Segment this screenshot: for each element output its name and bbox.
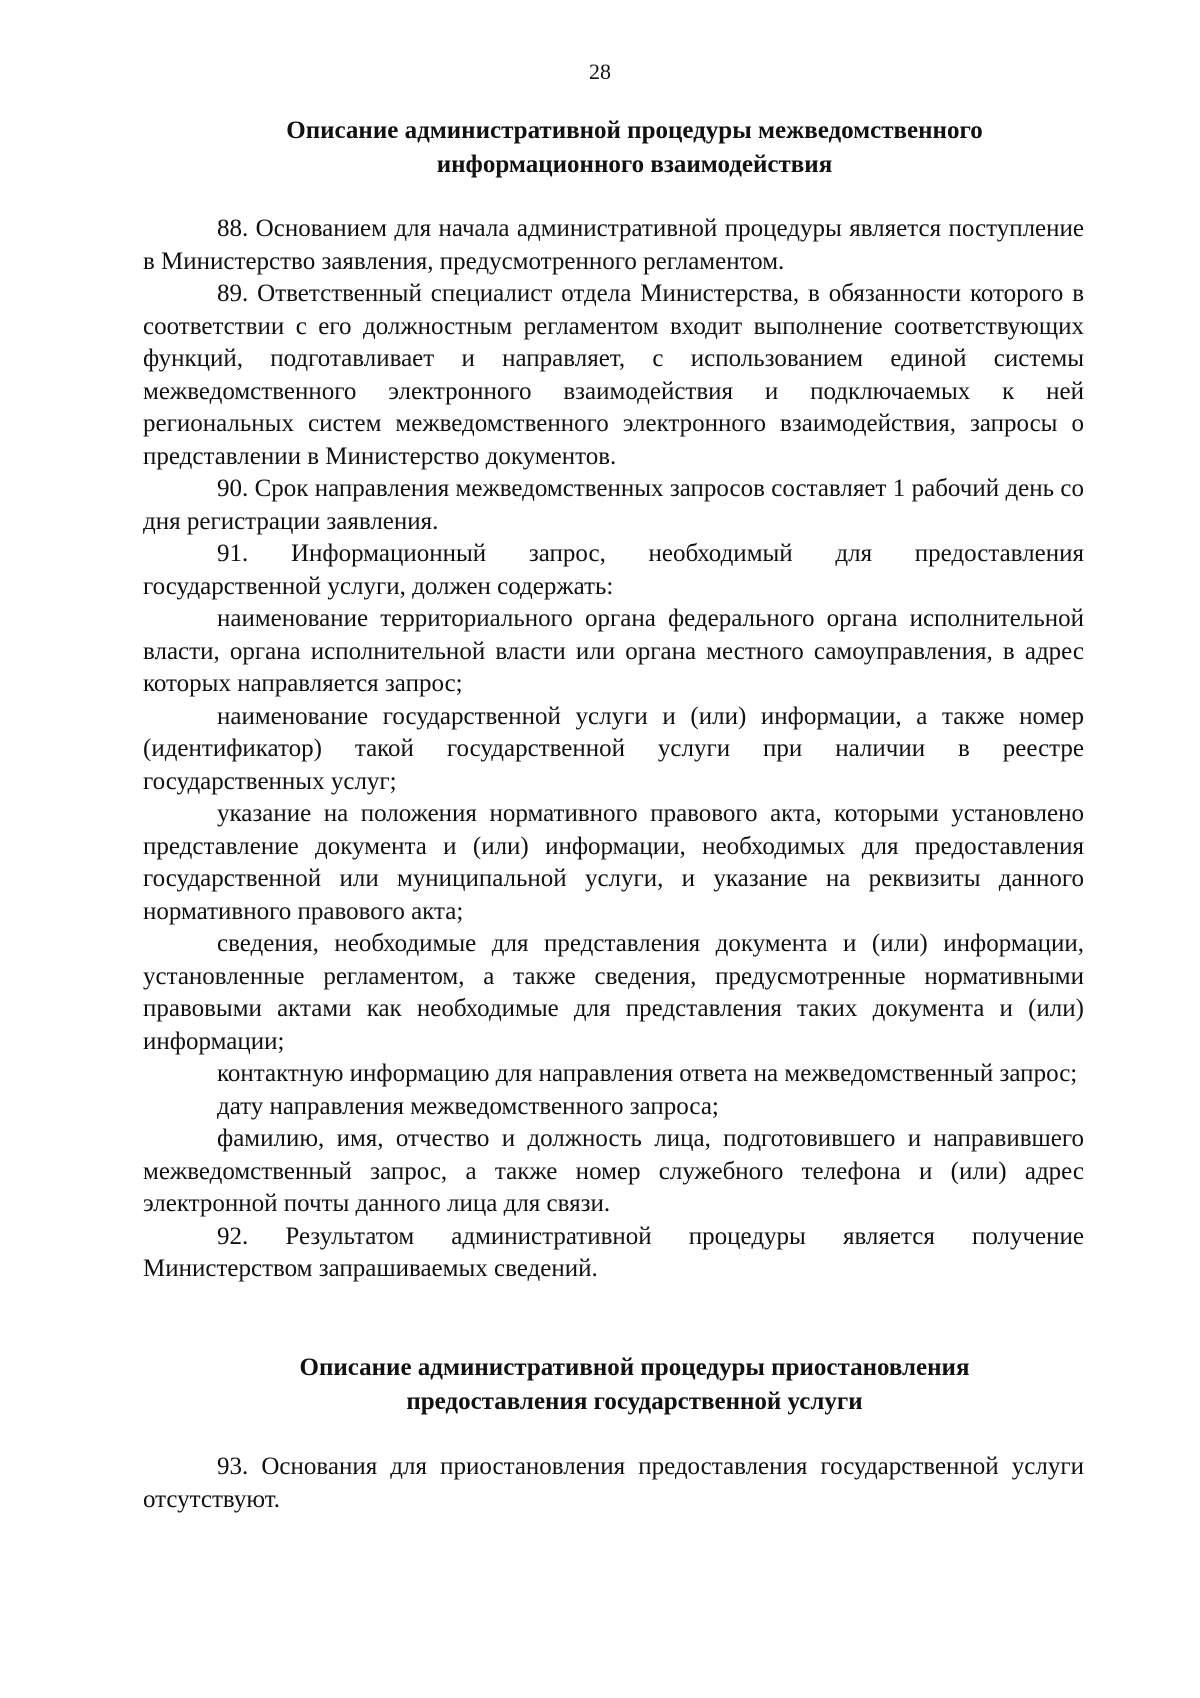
list-item-legal-act: указание на положения нормативного правового акта, которыми установлено представление документа и (или) информации, необходимых для предоставления государственной или муниципальной услуги, и указание на реквизиты данного нормативного правового акта; (143, 800, 1084, 925)
heading-line: информационного взаимодействия (436, 151, 833, 178)
heading-line: предоставления государственной услуги (406, 1388, 863, 1415)
list-item-request-date: дату направления межведомственного запроса; (217, 1092, 719, 1120)
section-body-suspension (143, 1451, 1084, 1516)
section-heading (143, 114, 1084, 182)
paragraph-91: 91. Информационный запрос, необходимый для предоставления государственной услуги, должен содержать: (143, 540, 1084, 600)
paragraph-90: 90. Срок направления межведомственных запросов составляет 1 рабочий день со дня регистрации заявления. (143, 475, 1084, 535)
heading-line: Описание административной процедуры межведомственного (286, 117, 983, 144)
list-item-contact-info: контактную информацию для направления ответа на межведомственный запрос; (217, 1060, 1078, 1087)
heading-line: Описание административной процедуры приостановления (299, 1354, 970, 1381)
paragraph-93: 93. Основания для приостановления предоставления государственной услуги отсутствуют. (143, 1453, 1084, 1513)
section-heading (143, 1351, 1084, 1419)
paragraph-88: 88. Основанием для начала административной процедуры является поступление в Министерство заявления, предусмотренного регламентом. (143, 215, 1084, 275)
list-item-service-name: наименование государственной услуги и (или) информации, а также номер (идентификатор) такой государственной услуги при наличии в реестре государственных услуг; (143, 702, 1084, 795)
section-body-interagency-interaction (143, 213, 1084, 1286)
section-heading-suspension (143, 1351, 1084, 1419)
page-number: 28 (589, 59, 611, 84)
list-item-authority-name: наименование территориального органа федерального органа исполнительной власти, органа исполнительной власти или органа местного самоуправления, в адрес которых направляется запрос; (143, 605, 1084, 697)
section-heading-interagency-interaction (143, 114, 1084, 182)
list-item-required-info: сведения, необходимые для представления документа и (или) информации, установленные регламентом, а также сведения, предусмотренные нормативными правовыми актами как необходимые для представления таких документа и (или) информации; (143, 930, 1084, 1055)
paragraph-92: 92. Результатом административной процедуры является получение Министерством запрашиваемых сведений. (143, 1222, 1084, 1282)
paragraph-89: 89. Ответственный специалист отдела Министерства, в обязанности которого в соответствии с его должностным регламентом входит выполнение соответствующих функций, подготавливает и направляет, с использованием единой системы межведомственного электронного взаимодействия и подключаемых к ней региональных систем межведомственного электронного взаимодействия, запросы о представлении в Министерство документов. (143, 280, 1084, 470)
list-item-sender-details: фамилию, имя, отчество и должность лица, подготовившего и направившего межведомственный запрос, а также номер служебного телефона и (или) адрес электронной почты данного лица для связи. (143, 1125, 1084, 1217)
